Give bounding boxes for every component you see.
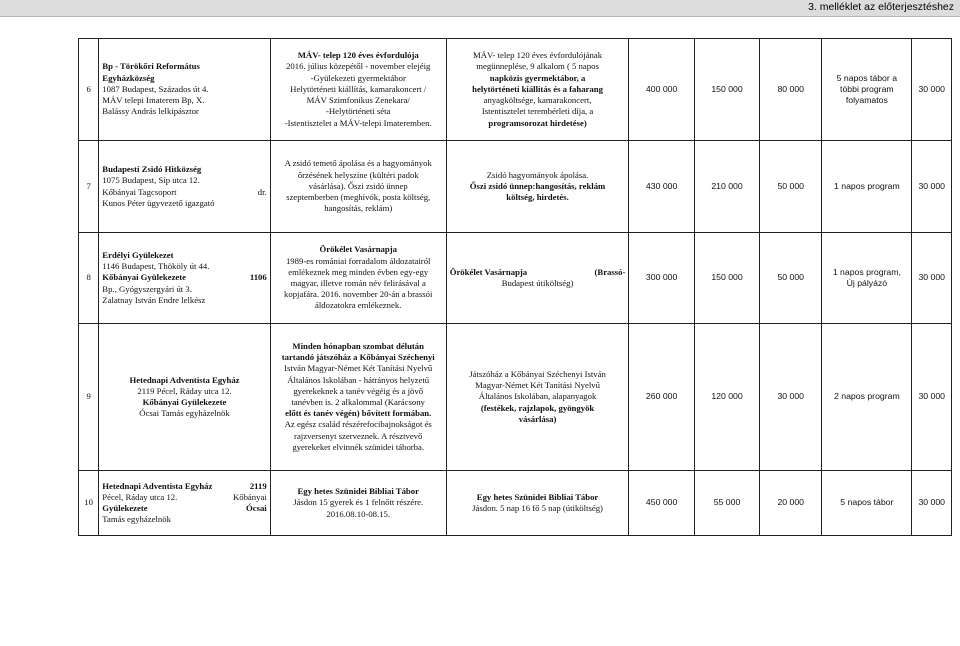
text-line: 1989-es romániai forradalom áldozatairól <box>285 255 431 266</box>
text-line-right: Ócsai <box>245 503 267 513</box>
text-line: MÁV- telep 120 éves évfordulójának <box>473 50 603 61</box>
applicant-cell <box>99 39 270 141</box>
text-line: Játszóház a Kőbányai Széchenyi István <box>469 368 606 379</box>
row-number: 9 <box>79 324 99 471</box>
requested-amount-cell: 80 000 <box>760 39 822 141</box>
note-line: 1 napos program <box>834 180 900 191</box>
text-line: Örökélet Vasárnapja <box>319 244 397 255</box>
note-cell <box>822 471 912 536</box>
text-line: Általános Iskolában - hátrányos helyzetű <box>287 374 430 385</box>
text-line-left: Pécel, Ráday utca 12. <box>102 491 178 502</box>
text-line-left: Kőbányai Gyülekezete <box>102 272 187 283</box>
text-line: 2119 Pécel, Ráday utca 12. <box>137 385 232 396</box>
text-line: napközis gyermektábor, a <box>489 72 586 83</box>
text-line: Általános Iskolában, alapanyagok <box>478 391 597 402</box>
note-line: 1 napos program, <box>832 266 901 277</box>
text-line-left: Gyülekezete <box>102 503 148 513</box>
attachment-label: 3. melléklet az előterjesztéshez <box>808 1 954 13</box>
text-line: rajzversenyt szerveznek. A résztvevő <box>294 430 423 441</box>
text-line: vásárlása) <box>518 413 557 424</box>
text-line: őrzésének helyszíne (kültéri padok <box>297 169 419 180</box>
row-number: 10 <box>79 471 99 536</box>
text-line: Magyar-Német Két Tanítási Nyelvű <box>475 380 600 391</box>
text-line: Istentisztelet terembérleti díja, a <box>481 106 594 117</box>
note-cell <box>822 141 912 233</box>
text-line-left: Hetednapi Adventista Egyház <box>102 480 213 491</box>
text-line: vásárlása). Őszi zsidó ünnep <box>308 180 408 191</box>
costs-cell <box>446 324 629 471</box>
program-cell <box>270 471 446 536</box>
note-line: Új pályázó <box>846 278 888 288</box>
program-cell <box>270 324 446 471</box>
text-line: gyerekeket elvinnék szünidei táborba. <box>292 441 425 452</box>
proposed-grant-cell: 30 000 <box>912 39 952 141</box>
costs-cell <box>446 141 629 233</box>
text-line: Erdélyi Gyülekezet <box>102 249 174 260</box>
text-line-left: Örökélet Vasárnapja <box>449 266 528 277</box>
text-line: hangosítás, reklám) <box>324 203 393 214</box>
requested-amount-cell: 50 000 <box>760 233 822 324</box>
requested-amount-cell: 30 000 <box>760 324 822 471</box>
text-line: szeptemberben (meghívók, posta költség, <box>286 192 431 203</box>
text-line: 2016. július közepétől - november elejéig <box>286 61 431 72</box>
text-line: Zsidó hagyományok ápolása. <box>486 169 589 180</box>
note-line: 2 napos program <box>834 391 900 402</box>
row-number: 8 <box>79 233 99 324</box>
text-line: tanévben is. 2 alkalommal (Karácsony <box>291 397 425 407</box>
text-line: Bp - Törökőri Református <box>102 61 200 72</box>
text-line-right: dr. <box>257 186 267 197</box>
table-row <box>79 471 952 536</box>
applicant-cell <box>99 324 270 471</box>
text-line: A zsidó temető ápolása és a hagyományok <box>284 158 432 169</box>
own-contribution-cell: 150 000 <box>694 39 759 141</box>
text-line: Budapesti Zsidó Hitközség <box>102 164 202 175</box>
table-row <box>79 39 952 141</box>
text-line <box>102 187 266 198</box>
total-cost-cell: 400 000 <box>629 39 694 141</box>
program-cell <box>270 39 446 141</box>
text-line-right: 2119 <box>249 480 267 491</box>
proposed-grant-cell: 30 000 <box>912 141 952 233</box>
text-line: magyar, illetve román név felirásával a <box>290 278 426 288</box>
applicant-cell <box>99 233 270 324</box>
row-number: 6 <box>79 39 99 141</box>
text-line: megünneplése, 9 alkalom ( 5 napos <box>476 61 599 72</box>
text-line: Minden hónapban szombat délután <box>292 340 424 351</box>
table-row <box>79 324 952 471</box>
text-line-right: Kőbányai <box>232 491 267 502</box>
text-line: Budapest útiköltség) <box>501 278 574 288</box>
text-line: MÁV telepi Imaterem Bp, X. <box>102 95 205 106</box>
table-row <box>79 233 952 324</box>
text-line: anyagköltsége, kamarakoncert, <box>483 95 592 106</box>
text-line <box>102 492 266 503</box>
text-line: 1075 Budapest, Síp utca 12. <box>102 175 200 186</box>
costs-cell <box>446 471 629 536</box>
text-line: 1087 Budapest, Százados út 4. <box>102 83 209 94</box>
text-line-right: (Brassó- <box>594 266 626 277</box>
text-line <box>450 267 626 278</box>
applicant-cell <box>99 471 270 536</box>
text-line: Jásdon 15 gyerek és 1 felnőtt részére. <box>293 497 424 508</box>
total-cost-cell: 450 000 <box>629 471 694 536</box>
text-line: Egy hetes Szünidei Bibliai Tábor <box>476 491 599 502</box>
note-line: többi program <box>840 83 894 94</box>
text-line: Ócsai Tamás egyházelnök <box>139 408 230 419</box>
text-line: -Helytörténeti séta <box>326 106 391 117</box>
text-line: emlékeznek meg minden évben egy-egy <box>288 266 429 277</box>
costs-cell <box>446 233 629 324</box>
text-line: Hetednapi Adventista Egyház <box>129 374 240 385</box>
note-cell <box>822 39 912 141</box>
text-line: 2016.08.10-08.15. <box>326 508 391 519</box>
text-line: Egy hetes Szünidei Bibliai Tábor <box>297 486 419 497</box>
text-line: áldozatokra emlékeznek. <box>315 300 402 311</box>
text-line: kopjafára. 2016. november 20-án a brassói <box>284 289 433 300</box>
total-cost-cell: 430 000 <box>629 141 694 233</box>
requested-amount-cell: 20 000 <box>760 471 822 536</box>
text-line: (festékek, rajzlapok, gyöngyök <box>480 402 595 413</box>
program-cell <box>270 141 446 233</box>
text-line-right: 1106 <box>249 272 267 283</box>
note-cell <box>822 324 912 471</box>
text-line: Tamás egyházelnök <box>102 514 171 525</box>
text-line: Jásdon. 5 nap 16 fő 5 nap (útiköltség) <box>472 503 603 513</box>
text-line: programsorozat hirdetése) <box>488 117 587 128</box>
proposed-grant-cell: 30 000 <box>912 324 952 471</box>
text-line: Bp., Gyógyszergyári út 3. <box>102 283 192 294</box>
text-line: helytörténeti kiállítás és a faharang <box>472 83 603 94</box>
total-cost-cell: 300 000 <box>629 233 694 324</box>
header-bar <box>0 0 960 17</box>
note-line: 5 napos tábor a <box>836 72 898 83</box>
text-line: előtt és tanév végén) bővített formában. <box>285 408 432 419</box>
text-line: -Istentisztelet a MÁV-telepi Imateremben. <box>284 117 432 128</box>
text-line <box>102 481 266 492</box>
own-contribution-cell: 150 000 <box>694 233 759 324</box>
total-cost-cell: 260 000 <box>629 324 694 471</box>
text-line: tartandó játszóház a Kőbányai Széchenyi <box>281 352 435 363</box>
text-line: Balássy András lelkipásztor <box>102 106 199 117</box>
text-line: Egyházközség <box>102 72 155 83</box>
note-cell <box>822 233 912 324</box>
costs-cell <box>446 39 629 141</box>
text-line: Az egész család részérefocibajnokságot és <box>284 419 432 430</box>
proposed-grant-cell: 30 000 <box>912 233 952 324</box>
text-line: Helytörténeti kiállítás, kamarakoncert / <box>290 83 427 94</box>
text-line <box>102 503 266 514</box>
grant-table <box>78 38 952 536</box>
proposed-grant-cell: 30 000 <box>912 471 952 536</box>
row-number: 7 <box>79 141 99 233</box>
text-line <box>102 272 266 283</box>
requested-amount-cell: 50 000 <box>760 141 822 233</box>
text-line: gyerekeknek a tanév végéig és a jövő <box>293 385 424 396</box>
note-line: 5 napos tábor <box>840 497 894 508</box>
applicant-cell <box>99 141 270 233</box>
text-line: Őszi zsidó ünnep:hangosítás, reklám <box>469 180 606 191</box>
own-contribution-cell: 120 000 <box>694 324 759 471</box>
own-contribution-cell: 210 000 <box>694 141 759 233</box>
table-row <box>79 141 952 233</box>
text-line: Zalatnay István Endre lelkész <box>102 294 206 305</box>
text-line: István Magyar-Német Két Tanítási Nyelvű <box>284 363 433 374</box>
note-line: folyamatos <box>845 95 888 106</box>
program-cell <box>270 233 446 324</box>
text-line: -Gyülekezeti gyermektábor <box>310 72 406 83</box>
text-line: költség, hirdetés. <box>506 192 569 203</box>
text-line: Kőbányai Gyülekezete <box>142 397 227 407</box>
text-line-left: Kőbányai Tagcsoport <box>102 186 177 197</box>
text-line: MÁV- telep 120 éves évfordulója <box>297 50 419 61</box>
text-line: Kunos Péter ügyvezető igazgató <box>102 197 215 208</box>
text-line: 1146 Budapest, Thököly út 44. <box>102 261 210 272</box>
own-contribution-cell: 55 000 <box>694 471 759 536</box>
text-line: MÁV Szimfonikus Zenekara/ <box>306 95 410 106</box>
